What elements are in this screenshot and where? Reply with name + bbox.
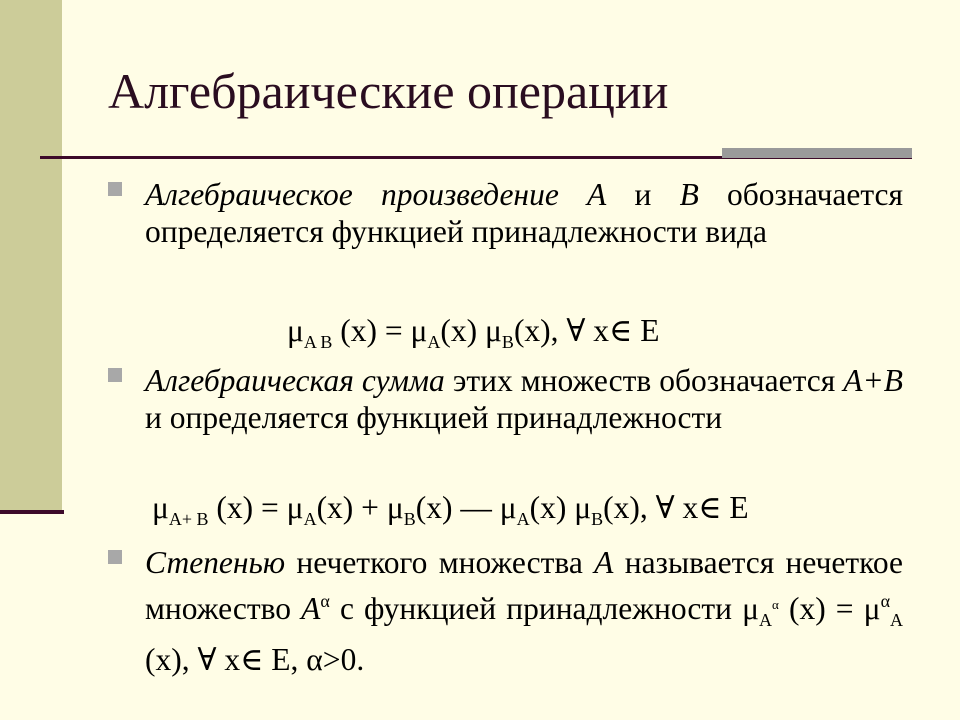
formula-sum: $\mu_{A+ B}$ $(x) = \mu_A(x) + \mu_B(x)$ — $\mu_A(x)$ $\mu_B(x)$, ∀ x∈ E (152, 490, 749, 529)
bullet-text-product: Алгебраическое произведение A и B обозначается определяется функцией принадлежности вида (145, 177, 903, 249)
bullet-icon (108, 182, 122, 196)
slide-title: Алгебраические операции (108, 63, 669, 119)
bullet-icon (108, 550, 122, 564)
side-divider (0, 510, 64, 514)
side-band (0, 0, 62, 512)
bullet-icon (108, 368, 122, 382)
formula-product: $\mu_{A B}$ $(x) = \mu_A(x)$ $\mu_B(x)$, ∀ x∈ E (287, 313, 660, 352)
title-accent-bar (722, 148, 912, 158)
bullet-text-power: Степенью нечеткого множества A называется нечеткое множество $A^\alpha$ с функцией принадлежности $\mu_A^\alpha$ $(x) = \mu^\alpha_A$ (x), ∀ x∈ E, α>0. (145, 545, 904, 677)
bullet-text-sum: Алгебраическая сумма этих множеств обозначается A+B и определяется функцией принадлежности (145, 363, 904, 435)
